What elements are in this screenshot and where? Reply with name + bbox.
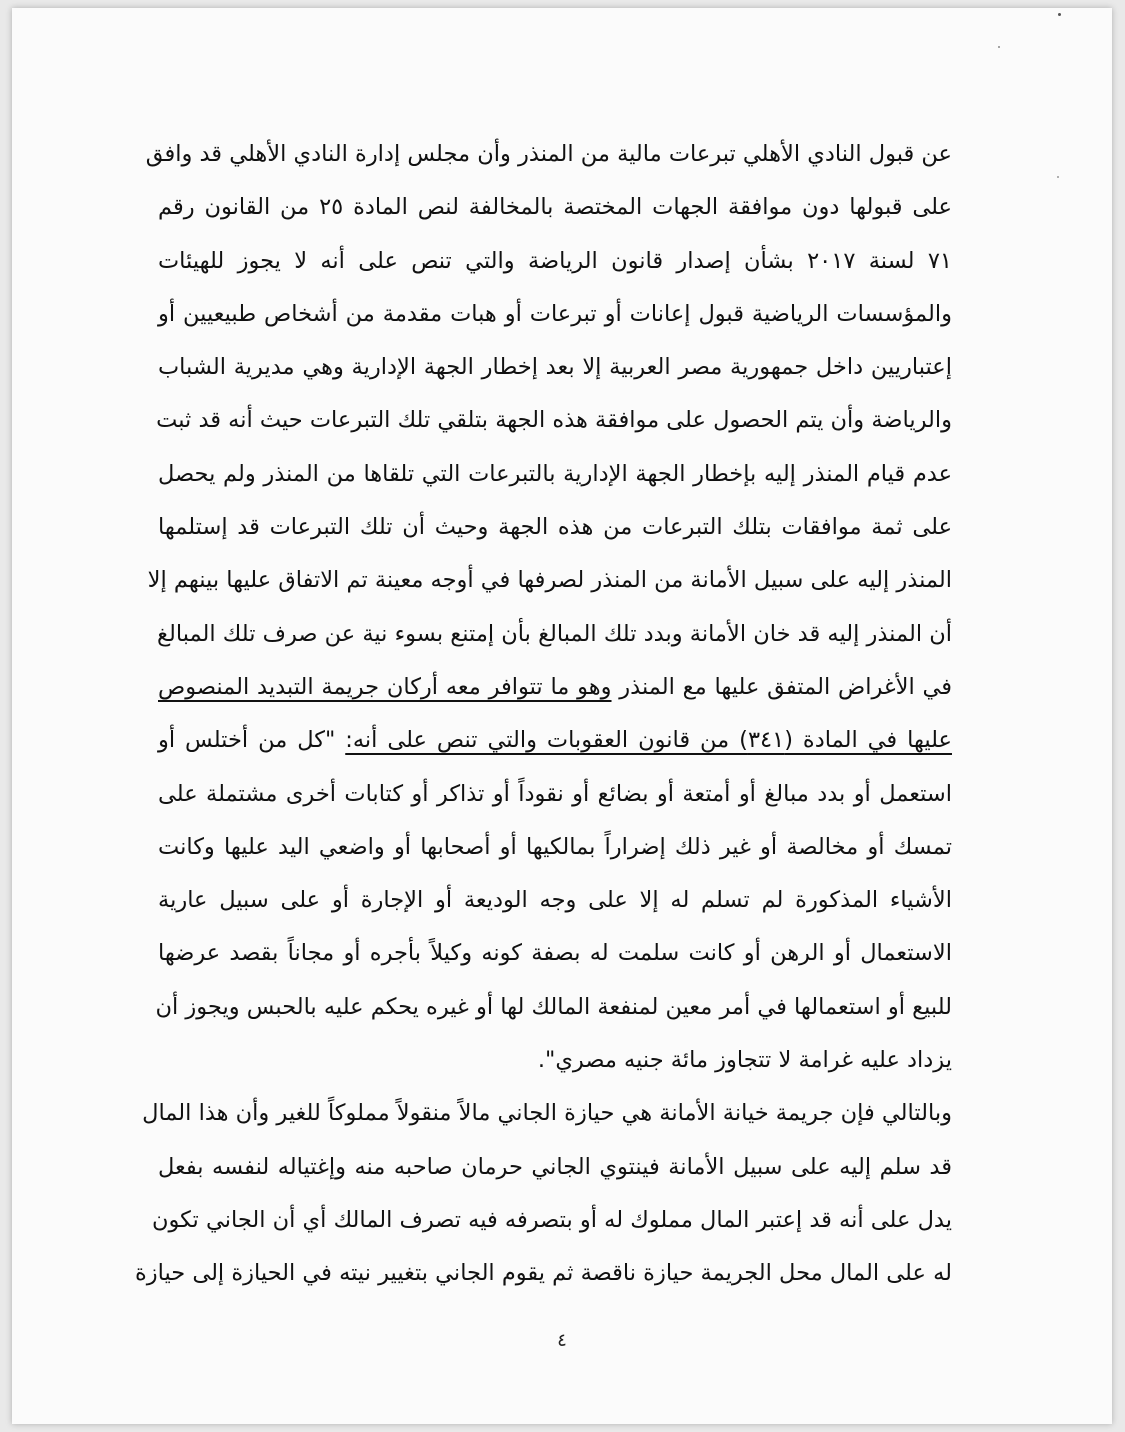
text-segment: "كل من أختلس أو: [158, 727, 346, 754]
text-line: والرياضة وأن يتم الحصول على موافقة هذه الجهة بتلقي تلك التبرعات حيث أنه قد ثبت: [156, 407, 952, 434]
text-line: أن المنذر إليه قد خان الأمانة وبدد تلك المبالغ بأن إمتنع بسوء نية عن صرف تلك المبالغ: [157, 620, 952, 647]
text-line: له على المال محل الجريمة حيازة ناقصة ثم يقوم الجاني بتغيير نيته في الحيازة إلى حيازة: [134, 1260, 952, 1287]
text-line: وبالتالي فإن جريمة خيانة الأمانة هي حيازة الجاني مالاً منقولاً مملوكاً للغير وأن هذا المال: [142, 1100, 952, 1127]
text-line: الاستعمال أو الرهن أو كانت سلمت له بصفة كونه وكيلاً بأجره أو مجاناً بقصد عرضها: [158, 940, 952, 967]
scan-speck: [1057, 176, 1059, 178]
text-line: قد سلم إليه على سبيل الأمانة فينتوي الجاني حرمان صاحبه منه وإغتياله لنفسه بفعل: [158, 1153, 952, 1180]
underlined-text-segment: عليها في المادة (٣٤١) من قانون العقوبات والتي تنص على أنه:: [345, 727, 952, 754]
scan-speck: [998, 46, 1000, 48]
text-line: والمؤسسات الرياضية قبول إعانات أو تبرعات أو هبات مقدمة من أشخاص طبيعيين أو: [158, 300, 952, 327]
text-line: المنذر إليه على سبيل الأمانة من المنذر لصرفها في أوجه معينة تم الاتفاق عليها بينهم إلا: [147, 567, 952, 594]
text-line: الأشياء المذكورة لم تسلم له إلا على وجه الوديعة أو الإجارة أو على سبيل عارية: [158, 887, 952, 914]
legal-text-body: [134, 128, 953, 1301]
text-line: تمسك أو مخالصة أو غير ذلك إضراراً بمالكيها أو أصحابها أو واضعي اليد عليها وكانت: [158, 833, 952, 860]
text-line: [158, 714, 952, 767]
text-line: إعتباريين داخل جمهورية مصر العربية إلا بعد إخطار الجهة الإدارية وهي مديرية الشباب: [158, 354, 952, 381]
text-segment: في الأغراض المتفق عليها مع المنذر: [611, 673, 953, 700]
text-line: يزداد عليه غرامة لا تتجاوز مائة جنيه مصري".: [537, 1047, 952, 1074]
text-line: على قبولها دون موافقة الجهات المختصة بالمخالفة لنص المادة ٢٥ من القانون رقم: [158, 194, 952, 221]
underlined-text-segment: وهو ما تتوافر معه أركان جريمة التبديد المنصوص: [158, 673, 612, 700]
text-line: [158, 661, 952, 714]
text-line: على ثمة موافقات بتلك التبرعات من هذه الجهة وحيث أن تلك التبرعات قد إستلمها: [158, 514, 952, 541]
text-line: ٧١ لسنة ٢٠١٧ بشأن إصدار قانون الرياضة والتي تنص على أنه لا يجوز للهيئات: [158, 247, 952, 274]
text-line: للبيع أو استعمالها في أمر معين لمنفعة المالك لها أو غيره يحكم عليه بالحبس ويجوز أن: [155, 993, 952, 1020]
text-line: يدل على أنه قد إعتبر المال مملوك له أو بتصرفه فيه تصرف المالك أي أن الجاني تكون: [151, 1206, 952, 1233]
document-page: [12, 8, 1112, 1424]
page-number: ٤: [557, 1330, 567, 1351]
text-line: عدم قيام المنذر إليه بإخطار الجهة الإدارية بالتبرعات التي تلقاها من المنذر ولم يحصل: [158, 460, 952, 487]
text-line: استعمل أو بدد مبالغ أو أمتعة أو بضائع أو نقوداً أو تذاكر أو كتابات أخرى مشتملة على: [158, 780, 952, 807]
text-line: عن قبول النادي الأهلي تبرعات مالية من المنذر وأن مجلس إدارة النادي الأهلي قد وافق: [145, 141, 952, 167]
scan-speck: [1058, 13, 1061, 16]
